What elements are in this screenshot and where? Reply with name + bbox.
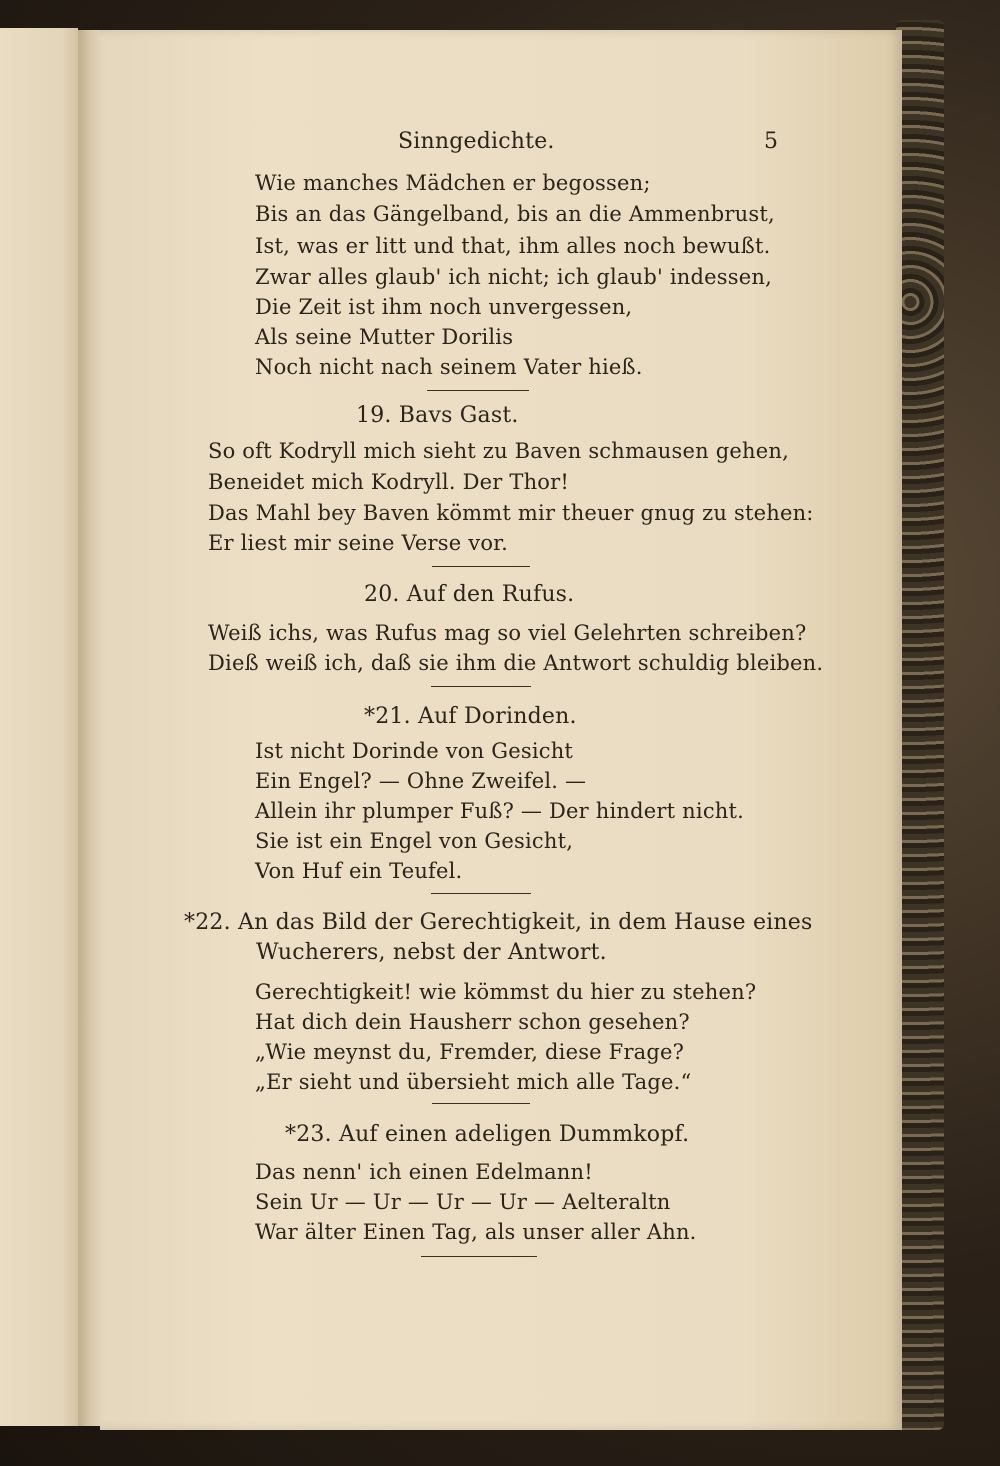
end-rule — [421, 1256, 537, 1257]
section-rule — [432, 566, 530, 567]
poem-heading: *21. Auf Dorinden. — [364, 704, 577, 729]
verse-line: Er liest mir seine Verse vor. — [208, 531, 508, 555]
poem-heading: 19. Bavs Gast. — [356, 403, 519, 428]
marbled-cover-edge — [896, 20, 944, 1430]
verse-line: Gerechtigkeit! wie kömmst du hier zu stehen? — [255, 980, 757, 1004]
verse-line: Ein Engel? — Ohne Zweifel. — — [255, 769, 587, 793]
verse-line: Das nenn' ich einen Edelmann! — [255, 1160, 593, 1184]
verse-line: Allein ihr plumper Fuß? — Der hindert nicht. — [255, 799, 745, 823]
verse-line: Ist nicht Dorinde von Gesicht — [255, 739, 574, 763]
verse-line: Hat dich dein Hausherr schon gesehen? — [255, 1010, 690, 1034]
verse-line: „Wie meynst du, Fremder, diese Frage? — [255, 1040, 685, 1064]
verse-line: Das Mahl bey Baven kömmt mir theuer gnug zu stehen: — [208, 501, 814, 525]
section-rule — [431, 686, 531, 687]
verse-line: Als seine Mutter Dorilis — [255, 325, 514, 349]
verse-line: „Er sieht und übersieht mich alle Tage.“ — [255, 1070, 692, 1094]
verse-line: Sein Ur — Ur — Ur — Ur — Aelteraltn — [255, 1190, 671, 1214]
verse-line: Weiß ichs, was Rufus mag so viel Gelehrten schreiben? — [208, 621, 807, 645]
poem-heading: *23. Auf einen adeligen Dummkopf. — [285, 1122, 690, 1147]
verse-line: Sie ist ein Engel von Gesicht, — [255, 829, 574, 853]
verse-line: Die Zeit ist ihm noch unvergessen, — [255, 295, 633, 319]
left-page — [0, 28, 78, 1426]
running-title: Sinngedichte. — [398, 129, 555, 154]
verse-line: Von Huf ein Teufel. — [255, 859, 463, 883]
verse-line: Bis an das Gängelband, bis an die Ammenbrust, — [255, 202, 775, 226]
verse-line: Beneidet mich Kodryll. Der Thor! — [208, 470, 570, 494]
poem-heading: 20. Auf den Rufus. — [364, 582, 575, 607]
verse-line: Zwar alles glaub' ich nicht; ich glaub' indessen, — [255, 265, 772, 289]
poem-heading-continued: Wucherers, nebst der Antwort. — [256, 940, 607, 965]
verse-line: Ist, was er litt und that, ihm alles noch bewußt. — [255, 234, 771, 258]
page-number: 5 — [764, 129, 779, 154]
verse-line: Noch nicht nach seinem Vater hieß. — [255, 355, 643, 379]
verse-line: So oft Kodryll mich sieht zu Baven schmausen gehen, — [208, 439, 789, 463]
section-rule — [431, 893, 531, 894]
section-rule — [432, 1103, 530, 1104]
poem-heading: *22. An das Bild der Gerechtigkeit, in dem Hause eines — [184, 910, 813, 935]
verse-line: Dieß weiß ich, daß sie ihm die Antwort schuldig bleiben. — [208, 651, 824, 675]
verse-line: War älter Einen Tag, als unser aller Ahn. — [255, 1220, 697, 1244]
section-rule — [427, 390, 529, 391]
verse-line: Wie manches Mädchen er begossen; — [255, 171, 651, 195]
